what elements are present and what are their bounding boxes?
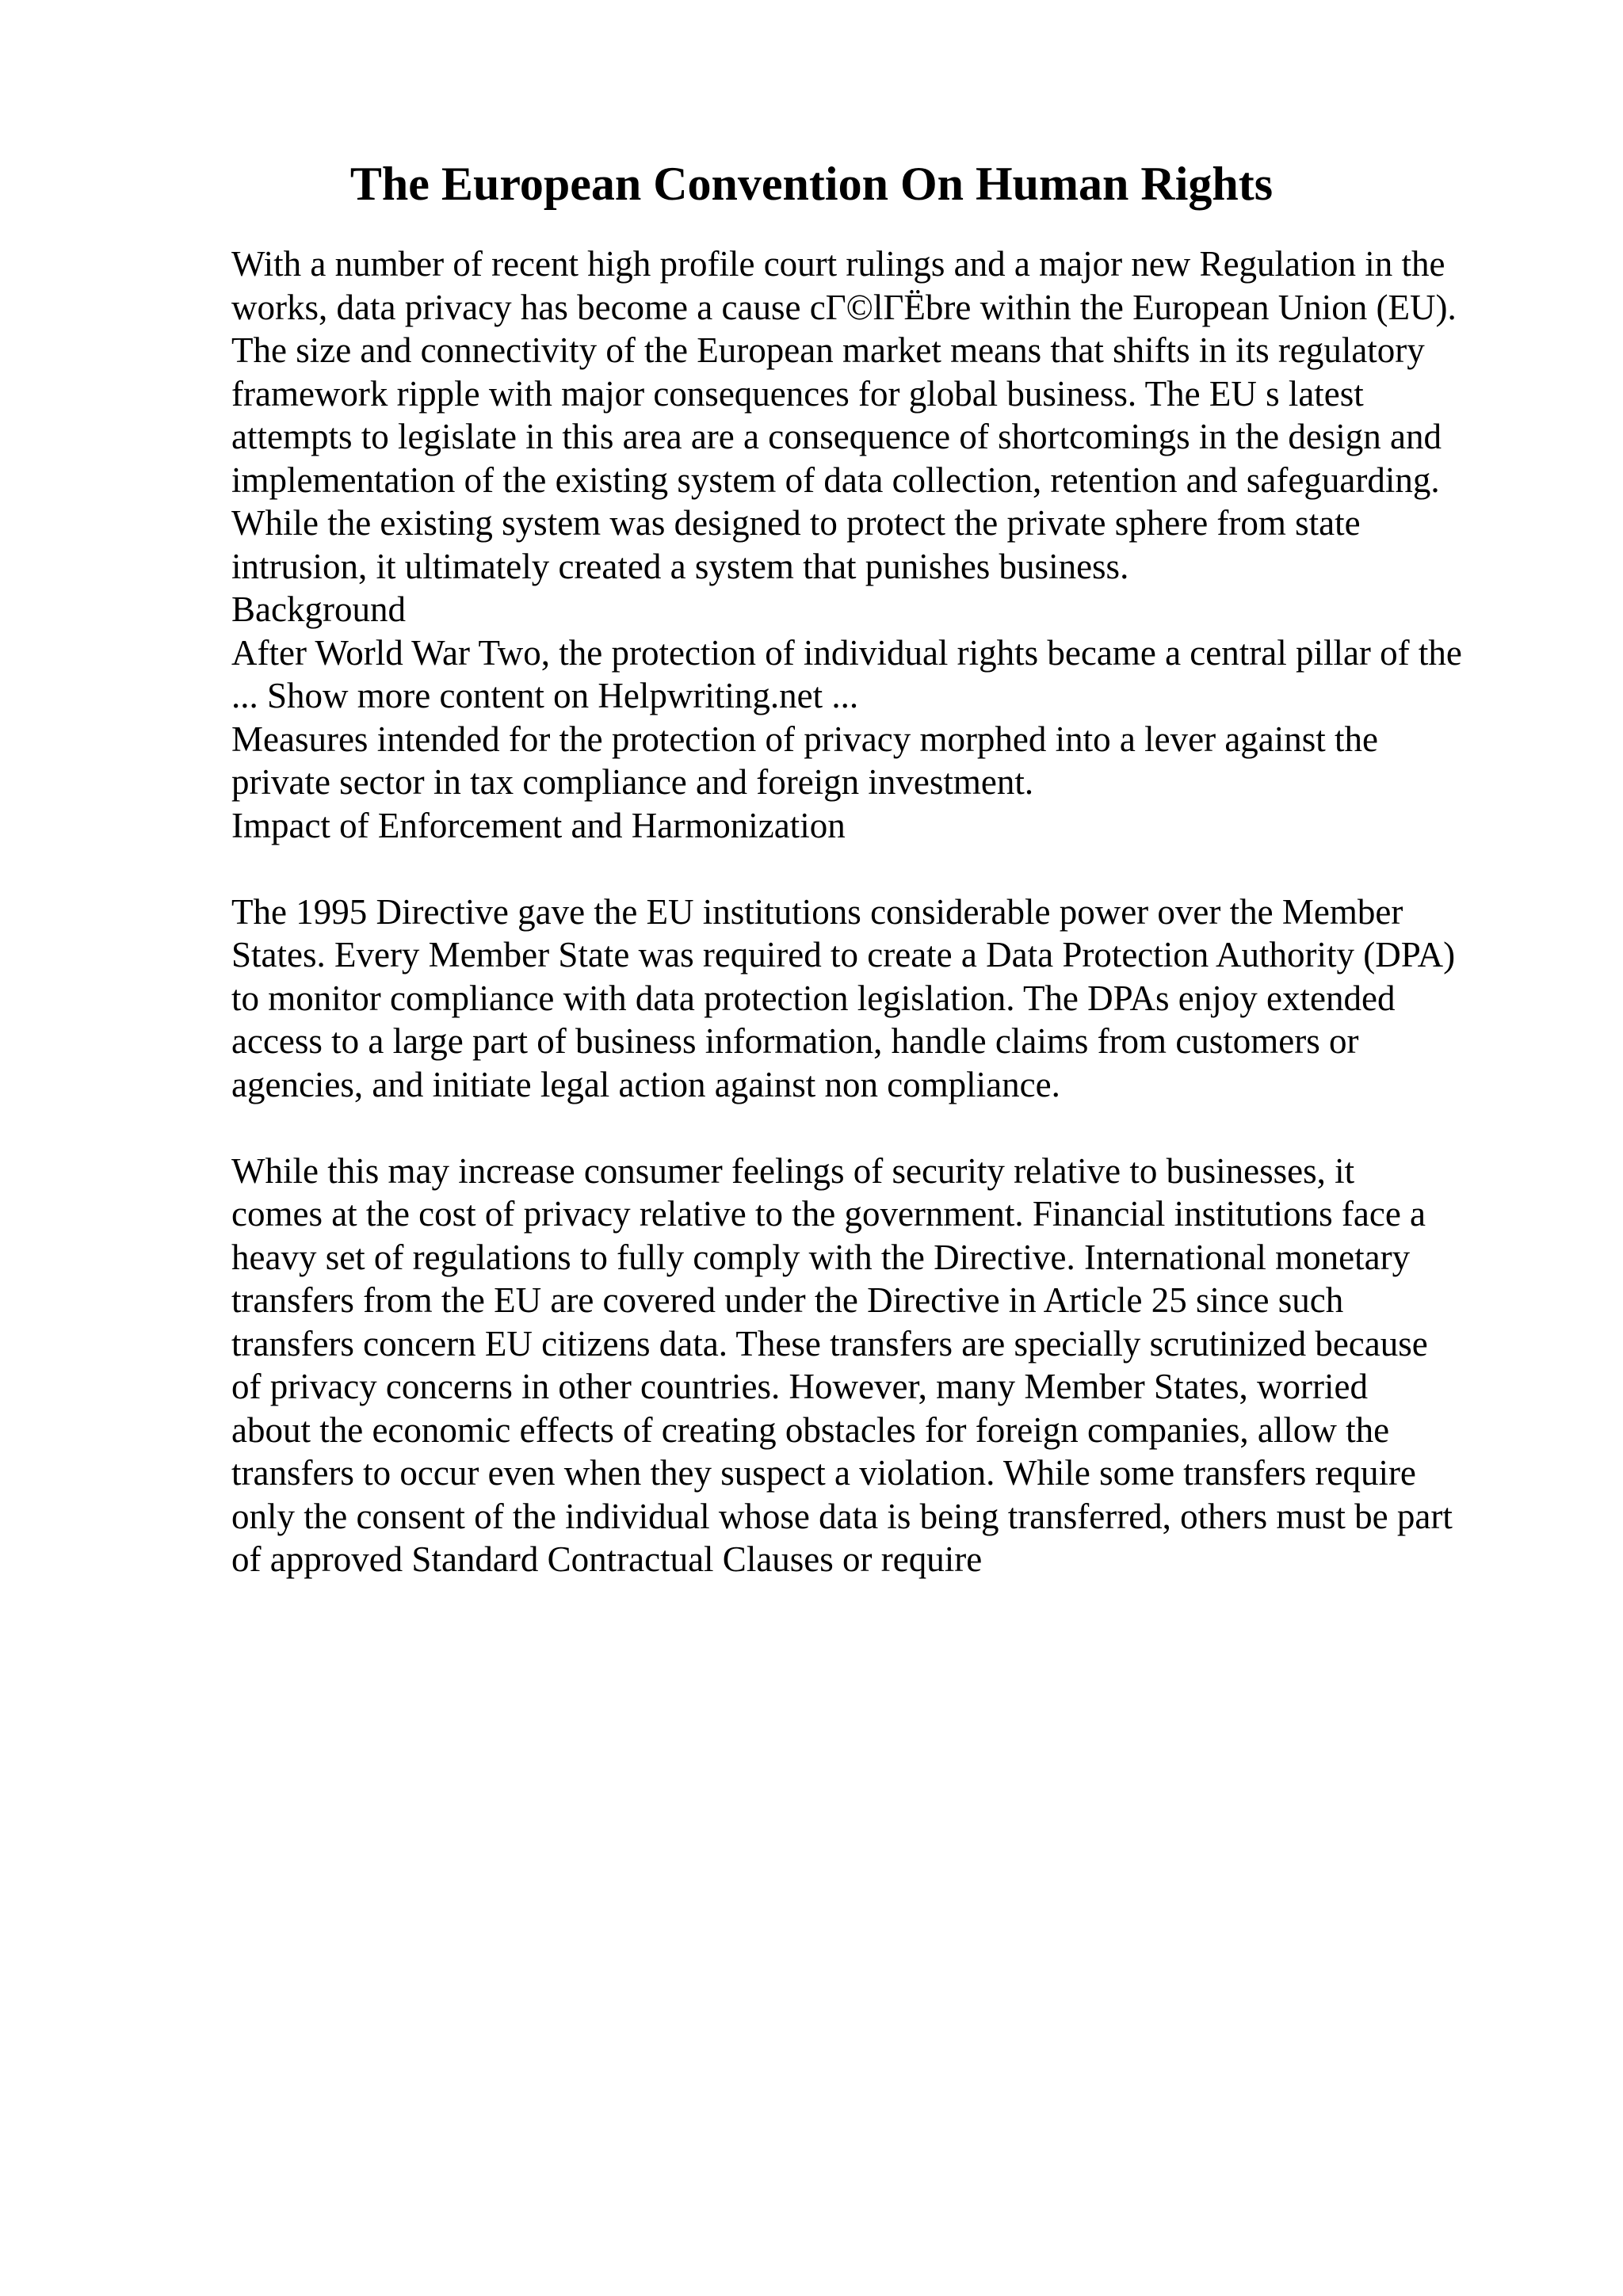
text-line: While the existing system was designed to protect the private sphere from state	[231, 503, 1361, 543]
text-line: of approved Standard Contractual Clauses or require	[231, 1539, 983, 1579]
blank-line	[231, 847, 1531, 891]
blank-line	[231, 1106, 1531, 1150]
text-line: The size and connectivity of the European market means that shifts in its regulatory	[231, 330, 1425, 370]
text-line: heavy set of regulations to fully comply with the Directive. International monetary	[231, 1237, 1411, 1277]
document-body	[231, 242, 1531, 1581]
text-line: After World War Two, the protection of individual rights became a central pillar of the	[231, 632, 1462, 673]
text-line: intrusion, it ultimately created a system that punishes business.	[231, 546, 1129, 586]
text-line: framework ripple with major consequences for global business. The EU s latest	[231, 373, 1364, 414]
text-line: attempts to legislate in this area are a consequence of shortcomings in the design and	[231, 417, 1442, 456]
text-line: Impact of Enforcement and Harmonization	[231, 805, 846, 845]
text-line: private sector in tax compliance and foreign investment.	[231, 762, 1034, 802]
text-line: transfers to occur even when they suspect a violation. While some transfers require	[231, 1453, 1416, 1493]
text-line: implementation of the existing system of data collection, retention and safeguarding.	[231, 460, 1440, 500]
text-line: about the economic effects of creating obstacles for foreign companies, allow the	[231, 1409, 1390, 1450]
text-line: Measures intended for the protection of privacy morphed into a lever against the	[231, 719, 1379, 759]
text-line: agencies, and initiate legal action against non compliance.	[231, 1064, 1060, 1104]
text-line: transfers concern EU citizens data. These transfers are specially scrutinized because	[231, 1323, 1428, 1363]
text-line: works, data privacy has become a cause cΓ©lΓËbre within the European Union (EU).	[231, 287, 1457, 327]
document-title: The European Convention On Human Rights	[349, 158, 1274, 210]
text-line: ... Show more content on Helpwriting.net ...	[231, 676, 859, 715]
text-line: Background	[231, 589, 406, 629]
text-line: While this may increase consumer feelings of security relative to businesses, it	[231, 1150, 1355, 1191]
text-line: With a number of recent high profile court rulings and a major new Regulation in the	[231, 244, 1445, 284]
text-line: only the consent of the individual whose data is being transferred, others must be part	[231, 1496, 1453, 1536]
text-line: to monitor compliance with data protection legislation. The DPAs enjoy extended	[231, 978, 1396, 1018]
text-line: comes at the cost of privacy relative to the government. Financial institutions face a	[231, 1194, 1426, 1234]
text-line: The 1995 Directive gave the EU institutions considerable power over the Member	[231, 891, 1403, 932]
text-line: access to a large part of business information, handle claims from customers or	[231, 1021, 1359, 1061]
text-line: States. Every Member State was required to create a Data Protection Authority (DPA)	[231, 935, 1456, 974]
text-line: transfers from the EU are covered under the Directive in Article 25 since such	[231, 1280, 1344, 1320]
text-line: of privacy concerns in other countries. However, many Member States, worried	[231, 1367, 1368, 1406]
